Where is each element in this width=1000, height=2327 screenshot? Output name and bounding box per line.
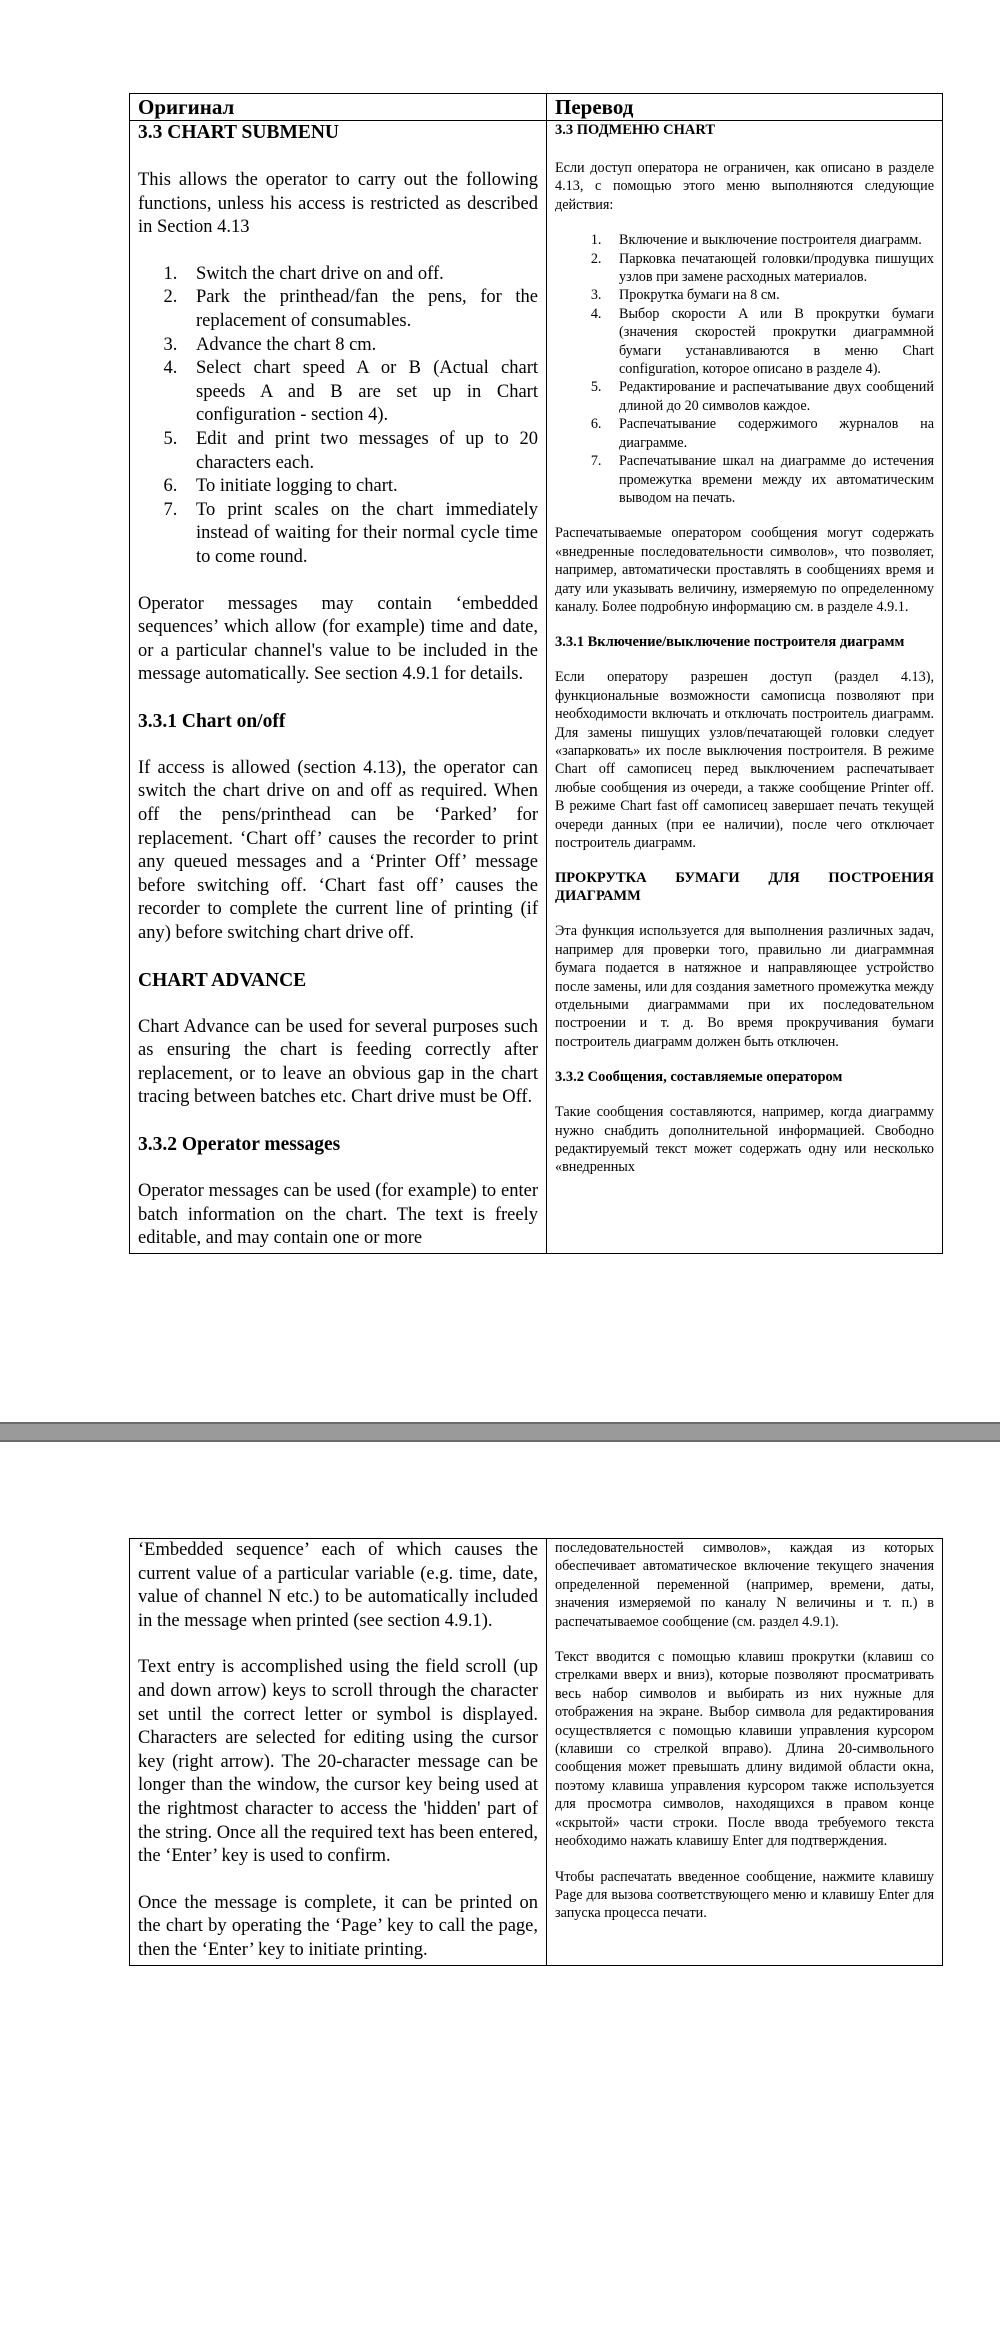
page-separator (0, 1422, 1000, 1442)
translation-table-page-1 (129, 93, 943, 1254)
chart-advance-heading: CHART ADVANCE (138, 969, 307, 991)
operator-messages-heading-ru: 3.3.2 Сообщения, составляемые оператором (555, 1069, 843, 1086)
list-item: 5. Edit and print two messages of up to 20 characters each. (182, 428, 538, 475)
original-text-cell (130, 121, 547, 1254)
operator-messages-body: Operator messages can be used (for example) to enter batch information on the chart. The text is freely editable, and may contain one or more (138, 1181, 538, 1249)
list-item: 2. Парковка печатающей головки/продувка пишущих узлов при замене расходных материалов. (605, 250, 934, 287)
translation-column-header: Перевод (547, 94, 943, 121)
embedded-sequence-paragraph: ‘Embedded sequence’ each of which causes the current value of a particular variable (e.g. time, date, value of channel N etc.) to be automatically included in the message when printed (see section 4.9.1). (138, 1540, 538, 1631)
list-item: 3. Прокрутка бумаги на 8 см. (605, 286, 934, 304)
operator-messages-body-ru: Такие сообщения составляются, например, когда диаграмму нужно снабдить дополнительной информацией. Свободно редактируемый текст может содержать одну или несколько «внедренных (555, 1104, 934, 1176)
list-item: 7. To print scales on the chart immediately instead of waiting for their normal cycle time to come round. (182, 499, 538, 570)
functions-list-ru (555, 231, 934, 507)
text-entry-paragraph-ru: Текст вводится с помощью клавиш прокрутки (клавиш со стрелками вверх и вниз), которые позволяют просматривать весь набор символов и выбирать из них нужные для отображения на экране. Выбор символа для редактирования осуществляется с помощью клавиши управления курсором (клавиши со стрелкой вправо). Длина 20-символьного сообщения может превышать длину видимой области окна, поэтому клавиша управления курсором также используется для просмотра символов, находящихся в правом конце «скрытой» части строки. После ввода требуемого текста необходимо нажать клавишу Enter для подтверждения. (555, 1649, 934, 1850)
chart-onoff-heading-ru: 3.3.1 Включение/выключение построителя диаграмм (555, 634, 905, 651)
table-header-row (130, 94, 943, 121)
list-item: 4. Select chart speed A or B (Actual chart speeds A and B are set up in Chart configuration - section 4). (182, 357, 538, 428)
document-page-2 (0, 1442, 1000, 2327)
chart-advance-paragraph-ru: Эта функция используется для выполнения различных задач, например для проверки того, правильно ли диаграммная бумага подается в натяжное и направляющее устройство после замены, или для создания заметного промежутка между отдельными диаграммами при их последовательном построении и т. д. Во время прокручивания бумаги построитель диаграмм должен быть отключен. (555, 923, 934, 1050)
print-message-paragraph-ru: Чтобы распечатать введенное сообщение, нажмите клавишу Page для вызова соответствующего меню и клавишу Enter для запуска процесса печати. (555, 1868, 934, 1922)
list-item: 4. Выбор скорости A или B прокрутки бумаги (значения скоростей прокрутки диаграммной бумаги устанавливаются в меню Chart configuration, которое описано в разделе 4). (605, 305, 934, 379)
text-entry-paragraph: Text entry is accomplished using the field scroll (up and down arrow) keys to scroll through the character set until the correct letter or symbol is displayed. Characters are selected for editing using the cursor key (right arrow). The 20-character message can be longer than the window, the cursor key being used at the rightmost character to access the 'hidden' part of the string. Once all the required text has been entered, the ‘Enter’ key is used to confirm. (138, 1657, 538, 1867)
intro-paragraph-ru: Если доступ оператора не ограничен, как описано в разделе 4.13, с помощью этого меню выполняются следующие действия: (555, 160, 934, 213)
section-title-ru: 3.3 ПОДМЕНЮ CHART (555, 122, 716, 138)
translation-text-cell (547, 121, 943, 1254)
table-row (130, 121, 943, 1254)
original-column-header: Оригинал (130, 94, 547, 121)
functions-list (138, 263, 538, 570)
chart-onoff-heading: 3.3.1 Chart on/off (138, 710, 286, 732)
translation-table-page-2 (129, 1538, 943, 1966)
chart-onoff-paragraph: If access is allowed (section 4.13), the operator can switch the chart drive on and off as required. When off the pens/printhead can be ‘Parked’ for replacement. ‘Chart off’ causes the recorder to print any queued messages and a ‘Printer Off’ message before switching off. ‘Chart fast off’ causes the recorder to complete the current line of printing (if any) before switching chart drive off. (138, 757, 538, 944)
table-row (130, 1539, 943, 1966)
embedded-sequence-paragraph-ru: последовательностей символов», каждая из которых обеспечивает автоматическое включение текущего значения определенной переменной (например, времени, даты, значения измеряемой по каналу N величины и т. п.) в распечатываемое сообщение (см. раздел 4.9.1). (555, 1540, 934, 1630)
list-item: 1. Switch the chart drive on and off. (182, 263, 538, 287)
operator-messages-paragraph: Operator messages may contain ‘embedded sequences’ which allow (for example) time and date, or a particular channel's value to be included in the message automatically. See section 4.9.1 for details. (138, 593, 538, 685)
original-text-cell (130, 1539, 547, 1966)
operator-messages-paragraph-ru: Распечатываемые оператором сообщения могут содержать «внедренные последовательности символов», что позволяет, например, автоматически проставлять в сообщениях время и дату или указывать величину, измеряемую по определенному каналу. Более подробную информацию см. в разделе 4.9.1. (555, 525, 934, 615)
list-item: 7. Распечатывание шкал на диаграмме до истечения промежутка времени между их автоматическим выводом на печать. (605, 452, 934, 507)
list-item: 3. Advance the chart 8 cm. (182, 334, 538, 358)
translation-text-cell (547, 1539, 943, 1966)
chart-advance-paragraph: Chart Advance can be used for several purposes such as ensuring the chart is feeding correctly after replacement, or to leave an obvious gap in the chart tracing between batches etc. Chart drive must be Off. (138, 1016, 538, 1108)
chart-onoff-paragraph-ru: Если оператору разрешен доступ (раздел 4.13), функциональные возможности самописца позволяют при необходимости включать и отключать построитель диаграмм. Для замены пишущих узлов/печатающей головки следует «запарковать» их после выключения построителя. В режиме Chart off самописец перед выключением распечатывает любые сообщения из очереди, а также сообщение Printer off. В режиме Chart fast off самописец завершает печать текущей очереди данных (при ее наличии), после чего отключает построитель диаграмм. (555, 669, 934, 851)
list-item: 6. Распечатывание содержимого журналов на диаграмме. (605, 415, 934, 452)
list-item: 5. Редактирование и распечатывание двух сообщений длиной до 20 символов каждое. (605, 378, 934, 415)
operator-messages-heading: 3.3.2 Operator messages (138, 1134, 341, 1155)
intro-paragraph: This allows the operator to carry out the following functions, unless his access is restricted as described in Section 4.13 (138, 170, 538, 238)
section-title: 3.3 CHART SUBMENU (138, 122, 340, 143)
list-item: 1. Включение и выключение построителя диаграмм. (605, 231, 934, 249)
list-item: 2. Park the printhead/fan the pens, for the replacement of consumables. (182, 286, 538, 333)
print-message-paragraph: Once the message is complete, it can be printed on the chart by operating the ‘Page’ key to call the page, then the ‘Enter’ key to initiate printing. (138, 1892, 538, 1960)
list-item: 6. To initiate logging to chart. (182, 475, 538, 499)
chart-advance-heading-ru: ПРОКРУТКА БУМАГИ ДЛЯ ПОСТРОЕНИЯ ДИАГРАММ (555, 870, 934, 905)
